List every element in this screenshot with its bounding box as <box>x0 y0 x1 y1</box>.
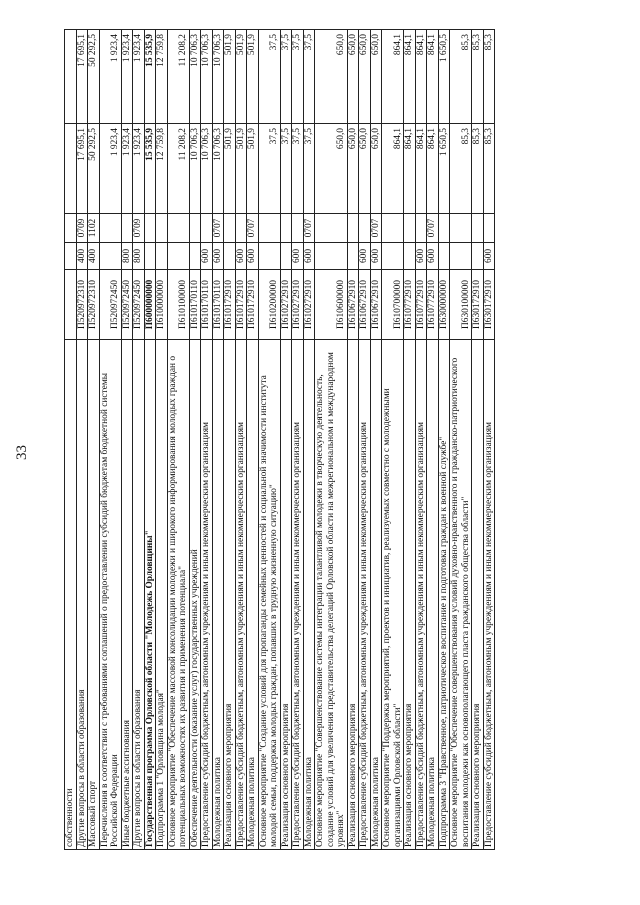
row-value-1-cell: 1 923,4 <box>133 124 145 214</box>
row-vr-cell: 600 <box>247 243 259 270</box>
row-value-1-cell: 650,0 <box>359 124 371 214</box>
row-name-cell: Молодежная политика <box>303 340 315 850</box>
table-row <box>88 30 100 850</box>
row-code-cell: П610170110 <box>201 270 213 340</box>
row-section-cell: 0707 <box>427 214 439 243</box>
row-section-cell: 0707 <box>212 214 224 243</box>
row-vr-cell <box>144 243 156 270</box>
table-row <box>404 30 416 850</box>
table-row <box>156 30 168 850</box>
table-row <box>65 30 77 850</box>
row-section-cell <box>258 214 280 243</box>
row-section-cell <box>156 214 168 243</box>
row-code-cell: П610672910 <box>370 270 382 340</box>
row-code-cell: П630172910 <box>472 270 484 340</box>
row-value-1-cell: 37,5 <box>258 124 280 214</box>
row-vr-cell: 600 <box>415 243 427 270</box>
row-value-2-cell: 37,5 <box>280 30 292 124</box>
table-row <box>201 30 213 850</box>
row-name-cell: Обеспечение деятельности (оказание услуг) государственных учреждений <box>189 340 201 850</box>
table-row <box>315 30 348 850</box>
row-value-1-cell: 864,1 <box>382 124 404 214</box>
row-section-cell <box>167 214 189 243</box>
row-section-cell: 0707 <box>303 214 315 243</box>
row-vr-cell: 400 <box>88 243 100 270</box>
row-section-cell <box>415 214 427 243</box>
row-value-1-cell: 37,5 <box>280 124 292 214</box>
page-number: 33 <box>14 445 30 460</box>
row-vr-cell: 600 <box>212 243 224 270</box>
row-value-2-cell: 17 695,1 <box>76 30 88 124</box>
row-code-cell: П610672910 <box>359 270 371 340</box>
row-code-cell: П520972310 <box>76 270 88 340</box>
row-value-2-cell: 864,1 <box>415 30 427 124</box>
row-code-cell <box>65 270 77 340</box>
row-section-cell <box>404 214 416 243</box>
budget-table <box>64 29 495 850</box>
row-section-cell <box>189 214 201 243</box>
table-row <box>415 30 427 850</box>
row-section-cell: 0709 <box>133 214 145 243</box>
row-section-cell <box>359 214 371 243</box>
row-vr-cell <box>189 243 201 270</box>
table-row <box>258 30 280 850</box>
row-value-2-cell: 650,0 <box>347 30 359 124</box>
table-row <box>280 30 292 850</box>
row-vr-cell <box>65 243 77 270</box>
row-vr-cell: 800 <box>133 243 145 270</box>
row-section-cell <box>144 214 156 243</box>
row-value-2-cell: 650,0 <box>370 30 382 124</box>
row-value-2-cell <box>65 30 77 124</box>
row-section-cell <box>483 214 495 243</box>
row-vr-cell: 600 <box>235 243 247 270</box>
row-name-cell: Массовый спорт <box>88 340 100 850</box>
row-code-cell: П610700000 <box>382 270 404 340</box>
table-row <box>438 30 450 850</box>
row-code-cell: П520972450 <box>99 270 121 340</box>
row-vr-cell <box>167 243 189 270</box>
row-value-1-cell: 85,3 <box>450 124 472 214</box>
row-value-1-cell: 10 706,3 <box>201 124 213 214</box>
row-vr-cell <box>224 243 236 270</box>
row-code-cell: П610170110 <box>212 270 224 340</box>
row-section-cell <box>315 214 348 243</box>
row-code-cell: П520972450 <box>121 270 133 340</box>
row-value-1-cell: 50 292,5 <box>88 124 100 214</box>
row-section-cell: 0707 <box>247 214 259 243</box>
table-row <box>189 30 201 850</box>
row-value-2-cell: 10 706,3 <box>201 30 213 124</box>
row-vr-cell: 800 <box>121 243 133 270</box>
row-section-cell <box>224 214 236 243</box>
row-code-cell: П610000000 <box>156 270 168 340</box>
row-value-2-cell: 864,1 <box>427 30 439 124</box>
row-name-cell: Предоставление субсидий бюджетным, автономным учреждениям и иным некоммерческим организациям <box>483 340 495 850</box>
row-vr-cell: 600 <box>303 243 315 270</box>
row-name-cell: Основное мероприятие "Обеспечение совершенствования условий духовно-нравственного и гражданско-патриотического воспитания молодежи как основополагающего пласта гражданского общества области" <box>450 340 472 850</box>
row-value-1-cell: 864,1 <box>427 124 439 214</box>
row-name-cell: Предоставление субсидий бюджетным, автономным учреждениям и иным некоммерческим организациям <box>201 340 213 850</box>
row-name-cell: Подпрограмма 3 "Нравственное, патриотическое воспитание и подготовка граждан к военной службе" <box>438 340 450 850</box>
row-name-cell: Реализация основного мероприятия <box>224 340 236 850</box>
row-name-cell: Молодежная политика <box>247 340 259 850</box>
row-section-cell <box>382 214 404 243</box>
row-value-1-cell: 15 535,9 <box>144 124 156 214</box>
row-code-cell: П630000000 <box>438 270 450 340</box>
row-section-cell: 1102 <box>88 214 100 243</box>
row-vr-cell <box>280 243 292 270</box>
row-vr-cell <box>99 243 121 270</box>
row-value-1-cell: 12 759,8 <box>156 124 168 214</box>
row-name-cell: Предоставление субсидий бюджетным, автономным учреждениям и иным некоммерческим организациям <box>292 340 304 850</box>
row-value-1-cell: 650,0 <box>370 124 382 214</box>
row-value-2-cell: 501,9 <box>224 30 236 124</box>
row-section-cell <box>472 214 484 243</box>
row-name-cell: Предоставление субсидий бюджетным, автономным учреждениям и иным некоммерческим организациям <box>415 340 427 850</box>
row-section-cell <box>280 214 292 243</box>
row-code-cell: П610772910 <box>427 270 439 340</box>
row-vr-cell: 600 <box>292 243 304 270</box>
row-value-1-cell <box>65 124 77 214</box>
row-value-2-cell: 864,1 <box>382 30 404 124</box>
row-section-cell: 0707 <box>370 214 382 243</box>
row-code-cell: П630172910 <box>483 270 495 340</box>
row-value-2-cell: 501,9 <box>247 30 259 124</box>
row-value-2-cell: 650,0 <box>359 30 371 124</box>
row-vr-cell: 600 <box>201 243 213 270</box>
row-value-2-cell: 650,0 <box>315 30 348 124</box>
row-value-1-cell: 864,1 <box>415 124 427 214</box>
row-name-cell: Реализация основного мероприятия <box>347 340 359 850</box>
row-value-2-cell: 10 706,3 <box>189 30 201 124</box>
row-name-cell: Основное мероприятие "Создание условий для пропаганды семейных ценностей и социальной значимости института молодой семьи, поддержка молодых граждан, попавших в трудную жизненную ситуацию" <box>258 340 280 850</box>
row-value-1-cell: 650,0 <box>315 124 348 214</box>
row-value-2-cell: 11 208,2 <box>167 30 189 124</box>
row-name-cell: Молодежная политика <box>212 340 224 850</box>
row-value-1-cell: 1 650,5 <box>438 124 450 214</box>
row-value-1-cell: 10 706,3 <box>189 124 201 214</box>
row-vr-cell <box>382 243 404 270</box>
row-value-2-cell: 85,3 <box>450 30 472 124</box>
row-name-cell: собственности <box>65 340 77 850</box>
row-section-cell: 0709 <box>76 214 88 243</box>
row-name-cell: Реализация основного мероприятия <box>280 340 292 850</box>
row-value-1-cell: 37,5 <box>303 124 315 214</box>
row-value-2-cell: 501,9 <box>235 30 247 124</box>
row-value-2-cell: 1 923,4 <box>99 30 121 124</box>
row-name-cell: Предоставление субсидий бюджетным, автономным учреждениям и иным некоммерческим организациям <box>359 340 371 850</box>
row-section-cell <box>201 214 213 243</box>
row-code-cell: П600000000 <box>144 270 156 340</box>
row-value-2-cell: 85,3 <box>483 30 495 124</box>
row-name-cell: Основное мероприятие "Совершенствование системы интеграции талантливой молодежи в творческую деятельность, создание условий для увеличения представительства делегаций Орловской области на межрегиональном и международном уровнях" <box>315 340 348 850</box>
row-section-cell <box>292 214 304 243</box>
row-value-1-cell: 10 706,3 <box>212 124 224 214</box>
row-code-cell: П610272910 <box>303 270 315 340</box>
row-value-2-cell: 10 706,3 <box>212 30 224 124</box>
row-name-cell: Иные бюджетные ассигнования <box>121 340 133 850</box>
budget-table-body <box>65 30 495 850</box>
row-section-cell <box>438 214 450 243</box>
row-section-cell <box>65 214 77 243</box>
table-row <box>370 30 382 850</box>
row-section-cell <box>99 214 121 243</box>
row-name-cell: Другие вопросы в области образования <box>76 340 88 850</box>
row-value-2-cell: 37,5 <box>292 30 304 124</box>
row-code-cell: П610200000 <box>258 270 280 340</box>
row-value-2-cell: 37,5 <box>258 30 280 124</box>
row-value-2-cell: 50 292,5 <box>88 30 100 124</box>
row-value-1-cell: 501,9 <box>247 124 259 214</box>
row-code-cell: П610172910 <box>235 270 247 340</box>
row-value-1-cell: 11 208,2 <box>167 124 189 214</box>
table-row <box>427 30 439 850</box>
row-code-cell: П610772910 <box>404 270 416 340</box>
row-value-2-cell: 1 923,4 <box>133 30 145 124</box>
row-value-1-cell: 650,0 <box>347 124 359 214</box>
row-name-cell: Молодежная политика <box>427 340 439 850</box>
row-vr-cell: 600 <box>370 243 382 270</box>
row-value-1-cell: 501,9 <box>235 124 247 214</box>
row-section-cell <box>347 214 359 243</box>
row-value-2-cell: 12 759,8 <box>156 30 168 124</box>
row-code-cell: П610172910 <box>247 270 259 340</box>
row-code-cell: П630100000 <box>450 270 472 340</box>
table-row <box>99 30 121 850</box>
table-row <box>382 30 404 850</box>
table-row <box>144 30 156 850</box>
row-vr-cell <box>156 243 168 270</box>
row-value-1-cell: 501,9 <box>224 124 236 214</box>
row-vr-cell <box>472 243 484 270</box>
row-vr-cell <box>258 243 280 270</box>
row-vr-cell: 400 <box>76 243 88 270</box>
table-row <box>167 30 189 850</box>
table-row <box>292 30 304 850</box>
row-value-2-cell: 1 650,5 <box>438 30 450 124</box>
row-section-cell <box>121 214 133 243</box>
row-name-cell: Предоставление субсидий бюджетным, автономным учреждениям и иным некоммерческим организациям <box>235 340 247 850</box>
row-code-cell: П610172910 <box>224 270 236 340</box>
row-vr-cell <box>404 243 416 270</box>
table-row <box>235 30 247 850</box>
row-value-2-cell: 864,1 <box>404 30 416 124</box>
row-name-cell: Перечисления в соответствии с требованиями соглашений о предоставлении субсидий бюджетам бюджетной системы Российской Федерации <box>99 340 121 850</box>
row-code-cell: П610170110 <box>189 270 201 340</box>
row-value-2-cell: 1 923,4 <box>121 30 133 124</box>
row-value-1-cell: 17 695,1 <box>76 124 88 214</box>
row-value-1-cell: 864,1 <box>404 124 416 214</box>
row-code-cell: П610672910 <box>347 270 359 340</box>
row-name-cell: Государственная программа Орловской области "Молодежь Орловщины" <box>144 340 156 850</box>
row-name-cell: Подпрограмма 1 "Орловщина молодая" <box>156 340 168 850</box>
row-name-cell: Молодежная политика <box>370 340 382 850</box>
row-value-1-cell: 1 923,4 <box>121 124 133 214</box>
table-row <box>224 30 236 850</box>
row-name-cell: Основное мероприятие "Обеспечение массовой консолидации молодежи и широкого информирования молодых граждан о потенциальных возможностях их развития и применения потенциала" <box>167 340 189 850</box>
row-code-cell: П610100000 <box>167 270 189 340</box>
table-row <box>247 30 259 850</box>
table-row <box>483 30 495 850</box>
row-name-cell: Реализация основного мероприятия <box>472 340 484 850</box>
table-row <box>303 30 315 850</box>
row-value-1-cell: 85,3 <box>472 124 484 214</box>
row-value-2-cell: 85,3 <box>472 30 484 124</box>
table-row <box>133 30 145 850</box>
row-vr-cell: 600 <box>359 243 371 270</box>
row-code-cell: П610600000 <box>315 270 348 340</box>
row-code-cell: П610772910 <box>415 270 427 340</box>
row-vr-cell <box>315 243 348 270</box>
table-row <box>76 30 88 850</box>
table-row <box>472 30 484 850</box>
row-value-1-cell: 1 923,4 <box>99 124 121 214</box>
table-row <box>121 30 133 850</box>
row-vr-cell <box>347 243 359 270</box>
row-vr-cell: 600 <box>483 243 495 270</box>
row-vr-cell <box>438 243 450 270</box>
row-vr-cell <box>450 243 472 270</box>
row-value-2-cell: 15 535,9 <box>144 30 156 124</box>
row-name-cell: Реализация основного мероприятия <box>404 340 416 850</box>
row-code-cell: П520972310 <box>88 270 100 340</box>
table-row <box>347 30 359 850</box>
row-value-2-cell: 37,5 <box>303 30 315 124</box>
row-code-cell: П610272910 <box>292 270 304 340</box>
row-section-cell <box>450 214 472 243</box>
row-code-cell: П610272910 <box>280 270 292 340</box>
row-value-1-cell: 37,5 <box>292 124 304 214</box>
row-name-cell: Основное мероприятие "Поддержка мероприятий, проектов и инициатив, реализуемых совместно с молодежными организациями Орловской области" <box>382 340 404 850</box>
row-vr-cell: 600 <box>427 243 439 270</box>
row-name-cell: Другие вопросы в области образования <box>133 340 145 850</box>
row-value-1-cell: 85,3 <box>483 124 495 214</box>
row-code-cell: П520972450 <box>133 270 145 340</box>
row-section-cell <box>235 214 247 243</box>
table-row <box>450 30 472 850</box>
table-row <box>212 30 224 850</box>
table-row <box>359 30 371 850</box>
